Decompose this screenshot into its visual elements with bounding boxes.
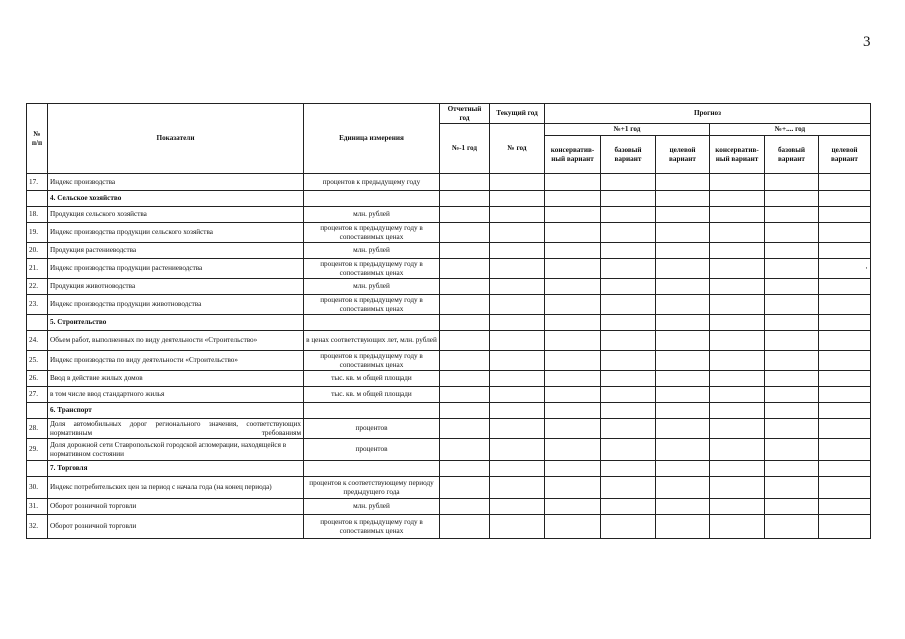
table-row <box>27 331 871 351</box>
cell-empty <box>440 207 490 223</box>
cell-empty <box>490 351 545 371</box>
table-row <box>27 174 871 191</box>
cell-empty <box>819 439 871 461</box>
cell-empty <box>601 243 656 259</box>
cell-empty <box>710 371 765 387</box>
table-row <box>27 477 871 499</box>
cell-empty <box>765 419 819 439</box>
cell-empty <box>710 207 765 223</box>
cell-empty <box>601 174 656 191</box>
cell-empty <box>710 515 765 539</box>
cell-empty <box>819 174 871 191</box>
header-indicators: Показатели <box>48 104 304 174</box>
cell-empty <box>490 295 545 315</box>
cell-empty <box>545 387 601 403</box>
cell-num: 22. <box>27 279 48 295</box>
cell-empty <box>656 403 710 419</box>
header-forecast: Прогноз <box>545 104 871 124</box>
cell-empty <box>765 351 819 371</box>
cell-unit: процентов к предыдущему году <box>304 174 440 191</box>
cell-empty <box>819 403 871 419</box>
table-row <box>27 279 871 295</box>
cell-empty <box>710 499 765 515</box>
cell-empty <box>656 461 710 477</box>
cell-empty <box>765 174 819 191</box>
cell-empty <box>490 403 545 419</box>
cell-empty <box>819 499 871 515</box>
cell-empty <box>440 419 490 439</box>
cell-empty <box>710 243 765 259</box>
section-title: 7. Торговля <box>48 461 304 477</box>
cell-empty <box>545 191 601 207</box>
cell-empty <box>545 351 601 371</box>
cell-empty <box>490 279 545 295</box>
cell-empty <box>490 191 545 207</box>
cell-indicator: Индекс производства <box>48 174 304 191</box>
cell-empty <box>545 207 601 223</box>
header-target-1: целевой вариант <box>656 136 710 174</box>
cell-indicator: в том числе ввод стандартного жилья <box>48 387 304 403</box>
cell-empty <box>545 315 601 331</box>
cell-empty <box>601 279 656 295</box>
cell-num <box>27 191 48 207</box>
cell-empty <box>710 295 765 315</box>
cell-unit: млн. рублей <box>304 499 440 515</box>
cell-empty <box>765 191 819 207</box>
cell-indicator: Объем работ, выполненных по виду деятельности «Строительство» <box>48 331 304 351</box>
cell-empty <box>819 477 871 499</box>
cell-indicator: Продукция растениеводства <box>48 243 304 259</box>
page-number: 3 <box>863 34 871 50</box>
cell-empty <box>765 515 819 539</box>
cell-empty <box>601 223 656 243</box>
cell-empty <box>304 191 440 207</box>
cell-num <box>27 461 48 477</box>
cell-empty <box>710 191 765 207</box>
cell-num: 25. <box>27 351 48 371</box>
section-title: 6. Транспорт <box>48 403 304 419</box>
cell-empty <box>819 515 871 539</box>
cell-indicator: Ввод в действие жилых домов <box>48 371 304 387</box>
cell-empty <box>710 223 765 243</box>
cell-num: 24. <box>27 331 48 351</box>
cell-unit: тыс. кв. м общей площади <box>304 371 440 387</box>
header-conservative-1: консерватив-ный вариант <box>545 136 601 174</box>
cell-empty <box>545 515 601 539</box>
cell-empty <box>765 499 819 515</box>
cell-empty <box>490 223 545 243</box>
section-title: 4. Сельское хозяйство <box>48 191 304 207</box>
cell-empty <box>545 403 601 419</box>
cell-num: 21. <box>27 259 48 279</box>
section-title: 5. Строительство <box>48 315 304 331</box>
cell-empty <box>765 461 819 477</box>
cell-empty <box>440 191 490 207</box>
cell-empty <box>545 499 601 515</box>
cell-empty <box>440 243 490 259</box>
cell-empty <box>819 243 871 259</box>
cell-indicator: Индекс производства продукции растениеводства <box>48 259 304 279</box>
header-n-plus-dots: №+.... год <box>710 124 871 136</box>
cell-indicator: Продукция сельского хозяйства <box>48 207 304 223</box>
cell-empty <box>765 387 819 403</box>
header-target-2: целевой вариант <box>819 136 871 174</box>
cell-empty <box>819 351 871 371</box>
cell-indicator: Доля автомобильных дорог регионального значения, соответствующих нормативным требованиям <box>48 419 304 439</box>
cell-empty <box>819 331 871 351</box>
cell-empty <box>710 351 765 371</box>
cell-empty <box>490 243 545 259</box>
cell-num: 31. <box>27 499 48 515</box>
cell-empty <box>490 207 545 223</box>
cell-empty <box>304 403 440 419</box>
cell-empty <box>490 331 545 351</box>
table-row <box>27 295 871 315</box>
cell-empty <box>440 439 490 461</box>
cell-empty <box>304 461 440 477</box>
cell-empty <box>819 371 871 387</box>
table-row <box>27 419 871 439</box>
cell-indicator: Индекс производства продукции сельского хозяйства <box>48 223 304 243</box>
cell-empty <box>765 223 819 243</box>
table-row <box>27 387 871 403</box>
cell-empty <box>601 371 656 387</box>
cell-empty <box>490 499 545 515</box>
cell-empty <box>601 515 656 539</box>
cell-empty <box>601 351 656 371</box>
cell-empty <box>440 174 490 191</box>
cell-empty <box>656 207 710 223</box>
cell-empty <box>440 331 490 351</box>
cell-empty <box>656 515 710 539</box>
cell-empty <box>656 223 710 243</box>
cell-empty <box>656 191 710 207</box>
cell-empty <box>545 419 601 439</box>
cell-unit: тыс. кв. м общей площади <box>304 387 440 403</box>
cell-empty <box>656 279 710 295</box>
cell-unit: процентов к предыдущему году в сопоставимых ценах <box>304 295 440 315</box>
cell-unit: млн. рублей <box>304 207 440 223</box>
cell-empty <box>440 259 490 279</box>
cell-empty <box>656 477 710 499</box>
cell-empty <box>656 351 710 371</box>
table-row <box>27 351 871 371</box>
cell-num: 23. <box>27 295 48 315</box>
cell-empty <box>490 387 545 403</box>
cell-empty <box>819 191 871 207</box>
cell-empty <box>304 315 440 331</box>
table-row <box>27 439 871 461</box>
table-row <box>27 223 871 243</box>
header-n-plus-1: №+1 год <box>545 124 710 136</box>
section-row <box>27 315 871 331</box>
header-base-1: базовый вариант <box>601 136 656 174</box>
cell-indicator: Индекс потребительских цен за период с начала года (на конец периода) <box>48 477 304 499</box>
cell-empty <box>819 461 871 477</box>
cell-mark: · <box>865 262 868 273</box>
cell-empty <box>545 243 601 259</box>
cell-indicator: Доля дорожной сети Ставропольской городской агломерации, находящейся в нормативном состоянии <box>48 439 304 461</box>
cell-empty <box>440 351 490 371</box>
cell-empty <box>819 207 871 223</box>
table-row <box>27 207 871 223</box>
cell-empty <box>765 403 819 419</box>
cell-empty <box>710 477 765 499</box>
table-row <box>27 499 871 515</box>
cell-empty <box>601 419 656 439</box>
cell-unit: процентов к соответствующему периоду предыдущего года <box>304 477 440 499</box>
cell-empty <box>440 295 490 315</box>
header-base-2: базовый вариант <box>765 136 819 174</box>
cell-empty <box>710 279 765 295</box>
cell-empty <box>656 174 710 191</box>
cell-empty <box>601 207 656 223</box>
cell-indicator: Оборот розничной торговли <box>48 499 304 515</box>
cell-empty <box>710 419 765 439</box>
cell-empty <box>765 207 819 223</box>
cell-empty <box>545 295 601 315</box>
cell-unit: млн. рублей <box>304 243 440 259</box>
cell-empty <box>440 461 490 477</box>
cell-num: 26. <box>27 371 48 387</box>
cell-num: 20. <box>27 243 48 259</box>
cell-empty <box>440 387 490 403</box>
cell-empty <box>765 477 819 499</box>
cell-empty <box>819 259 871 279</box>
cell-empty <box>710 461 765 477</box>
cell-empty <box>545 279 601 295</box>
cell-empty <box>490 315 545 331</box>
cell-empty <box>601 439 656 461</box>
cell-empty <box>601 461 656 477</box>
cell-empty <box>765 259 819 279</box>
cell-empty <box>440 371 490 387</box>
cell-num: 29. <box>27 439 48 461</box>
cell-empty <box>819 279 871 295</box>
header-current-year: Текущий год <box>490 104 545 124</box>
table-row <box>27 243 871 259</box>
cell-empty <box>545 477 601 499</box>
cell-empty <box>765 371 819 387</box>
cell-num: 32. <box>27 515 48 539</box>
cell-empty <box>765 243 819 259</box>
table-row <box>27 371 871 387</box>
cell-unit: процентов к предыдущему году в сопоставимых ценах <box>304 515 440 539</box>
cell-empty <box>490 461 545 477</box>
cell-empty <box>545 223 601 243</box>
cell-empty <box>601 403 656 419</box>
cell-unit: в ценах соответствующих лет, млн. рублей <box>304 331 440 351</box>
cell-empty <box>490 259 545 279</box>
cell-empty <box>545 331 601 351</box>
cell-unit: млн. рублей <box>304 279 440 295</box>
cell-empty <box>490 477 545 499</box>
cell-num <box>27 315 48 331</box>
cell-empty <box>765 295 819 315</box>
cell-empty <box>710 387 765 403</box>
cell-empty <box>710 174 765 191</box>
cell-num: 18. <box>27 207 48 223</box>
cell-empty <box>440 279 490 295</box>
header-num-text: № п/п <box>31 129 43 147</box>
forecast-table <box>26 103 871 539</box>
cell-empty <box>601 499 656 515</box>
cell-unit: процентов к предыдущему году в сопоставимых ценах <box>304 223 440 243</box>
cell-unit: процентов к предыдущему году в сопоставимых ценах <box>304 259 440 279</box>
cell-unit: процентов к предыдущему году в сопоставимых ценах <box>304 351 440 371</box>
cell-empty <box>601 259 656 279</box>
cell-empty <box>710 259 765 279</box>
table-body <box>27 174 871 539</box>
cell-empty <box>765 279 819 295</box>
cell-empty <box>656 387 710 403</box>
cell-empty <box>440 403 490 419</box>
cell-empty <box>819 295 871 315</box>
cell-empty <box>710 403 765 419</box>
table-header <box>27 104 871 174</box>
section-row <box>27 403 871 419</box>
cell-empty <box>656 259 710 279</box>
cell-num: 30. <box>27 477 48 499</box>
header-n-minus-1: №-1 год <box>440 124 490 174</box>
cell-empty <box>656 331 710 351</box>
cell-empty <box>601 387 656 403</box>
cell-empty <box>656 419 710 439</box>
cell-empty <box>710 315 765 331</box>
cell-empty <box>545 174 601 191</box>
cell-num: 17. <box>27 174 48 191</box>
cell-empty <box>710 439 765 461</box>
header-n-year: № год <box>490 124 545 174</box>
cell-empty <box>545 371 601 387</box>
cell-indicator: Продукция животноводства <box>48 279 304 295</box>
cell-empty <box>656 371 710 387</box>
table-row <box>27 515 871 539</box>
cell-num: 19. <box>27 223 48 243</box>
header-report-year: Отчетный год <box>440 104 490 124</box>
cell-empty <box>819 387 871 403</box>
cell-empty <box>656 439 710 461</box>
cell-empty <box>545 439 601 461</box>
cell-empty <box>601 331 656 351</box>
cell-empty <box>656 315 710 331</box>
section-row <box>27 461 871 477</box>
cell-unit: процентов <box>304 439 440 461</box>
cell-empty <box>765 439 819 461</box>
cell-empty <box>656 295 710 315</box>
cell-indicator: Оборот розничной торговли <box>48 515 304 539</box>
cell-num <box>27 403 48 419</box>
cell-empty <box>490 371 545 387</box>
cell-empty <box>440 515 490 539</box>
cell-empty <box>601 315 656 331</box>
cell-empty <box>765 331 819 351</box>
cell-empty <box>440 499 490 515</box>
cell-empty <box>601 191 656 207</box>
cell-empty <box>656 499 710 515</box>
section-row <box>27 191 871 207</box>
cell-empty <box>440 477 490 499</box>
cell-empty <box>765 315 819 331</box>
cell-empty <box>490 515 545 539</box>
cell-empty <box>819 223 871 243</box>
cell-num: 27. <box>27 387 48 403</box>
cell-empty <box>440 223 490 243</box>
cell-empty <box>545 259 601 279</box>
cell-empty <box>601 295 656 315</box>
cell-empty <box>710 331 765 351</box>
header-conservative-2: консерватив-ный вариант <box>710 136 765 174</box>
cell-empty <box>819 315 871 331</box>
cell-indicator: Индекс производства по виду деятельности «Строительство» <box>48 351 304 371</box>
table-row <box>27 259 871 279</box>
cell-num: 28. <box>27 419 48 439</box>
cell-indicator: Индекс производства продукции животноводства <box>48 295 304 315</box>
cell-empty <box>601 477 656 499</box>
cell-empty <box>490 439 545 461</box>
header-unit: Единица измерения <box>304 104 440 174</box>
cell-empty <box>656 243 710 259</box>
cell-empty <box>490 419 545 439</box>
cell-empty <box>545 461 601 477</box>
cell-empty <box>490 174 545 191</box>
header-num <box>27 104 48 174</box>
cell-empty <box>440 315 490 331</box>
cell-empty <box>819 419 871 439</box>
cell-unit: процентов <box>304 419 440 439</box>
